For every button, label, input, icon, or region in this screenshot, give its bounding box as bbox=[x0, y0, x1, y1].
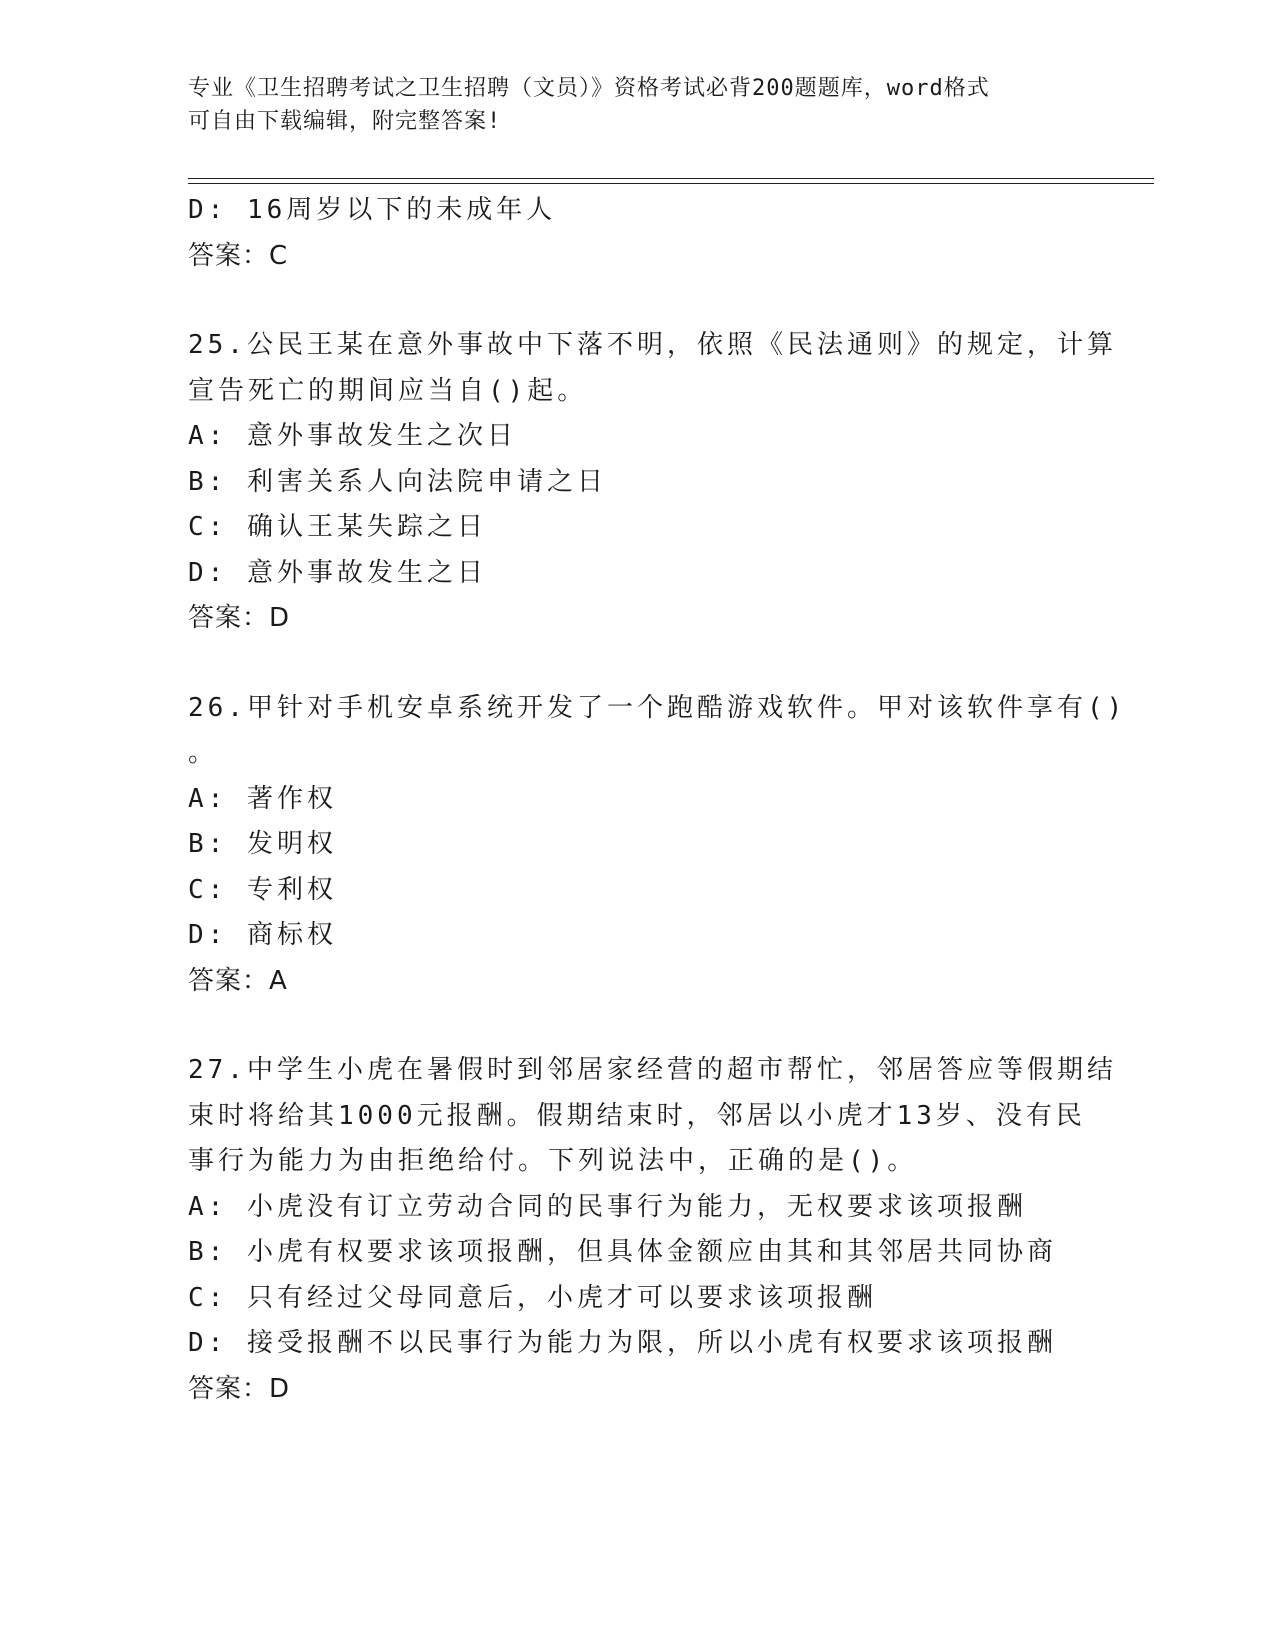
page-header bbox=[188, 72, 1068, 138]
option-d: D: 意外事故发生之日 bbox=[188, 557, 487, 588]
question-27 bbox=[188, 1048, 1117, 1412]
answer-line: 答案：D bbox=[188, 603, 291, 633]
header-divider bbox=[188, 178, 1154, 184]
option-a: A: 著作权 bbox=[188, 783, 337, 814]
option-b: B: 利害关系人向法院申请之日 bbox=[188, 466, 607, 497]
question-content bbox=[188, 188, 1127, 1412]
option-d: D: 16周岁以下的未成年人 bbox=[188, 195, 557, 225]
option-b: B: 发明权 bbox=[188, 829, 337, 859]
question-stem: 25.公民王某在意外事故中下落不明，依照《民法通则》的规定，计算 bbox=[188, 330, 1117, 360]
answer-line: 答案：C bbox=[188, 240, 289, 271]
option-b: B: 小虎有权要求该项报酬，但具体金额应由其和其邻居共同协商 bbox=[188, 1237, 1057, 1267]
option-c: C: 确认王某失踪之日 bbox=[188, 512, 487, 542]
question-stem: 27.中学生小虎在暑假时到邻居家经营的超市帮忙，邻居答应等假期结 bbox=[188, 1055, 1117, 1085]
option-d: D: 接受报酬不以民事行为能力为限，所以小虎有权要求该项报酬 bbox=[188, 1328, 1057, 1358]
question-25 bbox=[188, 323, 1117, 642]
question-26 bbox=[188, 686, 1127, 1005]
answer-line: 答案：D bbox=[188, 1373, 291, 1404]
option-a: A: 意外事故发生之次日 bbox=[188, 421, 517, 451]
option-c: C: 专利权 bbox=[188, 874, 337, 905]
option-c: C: 只有经过父母同意后，小虎才可以要求该项报酬 bbox=[188, 1282, 877, 1313]
question-stem: 宣告死亡的期间应当自()起。 bbox=[188, 375, 588, 406]
question-stem: 事行为能力为由拒绝给付。下列说法中，正确的是()。 bbox=[188, 1146, 918, 1176]
answer-line: 答案：A bbox=[188, 965, 288, 996]
option-d: D: 商标权 bbox=[188, 920, 337, 950]
carryover-question bbox=[188, 188, 1068, 279]
header-line-2: 可自由下载编辑，附完整答案! bbox=[188, 109, 502, 134]
option-a: A: 小虎没有订立劳动合同的民事行为能力，无权要求该项报酬 bbox=[188, 1191, 1027, 1222]
question-stem: 26.甲针对手机安卓系统开发了一个跑酷游戏软件。甲对该软件享有() bbox=[188, 692, 1127, 723]
header-line-1: 专业《卫生招聘考试之卫生招聘（文员）》资格考试必背200题题库，word格式 bbox=[188, 76, 990, 101]
question-stem: 。 bbox=[188, 738, 219, 768]
question-stem: 束时将给其1000元报酬。假期结束时，邻居以小虎才13岁、没有民 bbox=[188, 1100, 1086, 1131]
